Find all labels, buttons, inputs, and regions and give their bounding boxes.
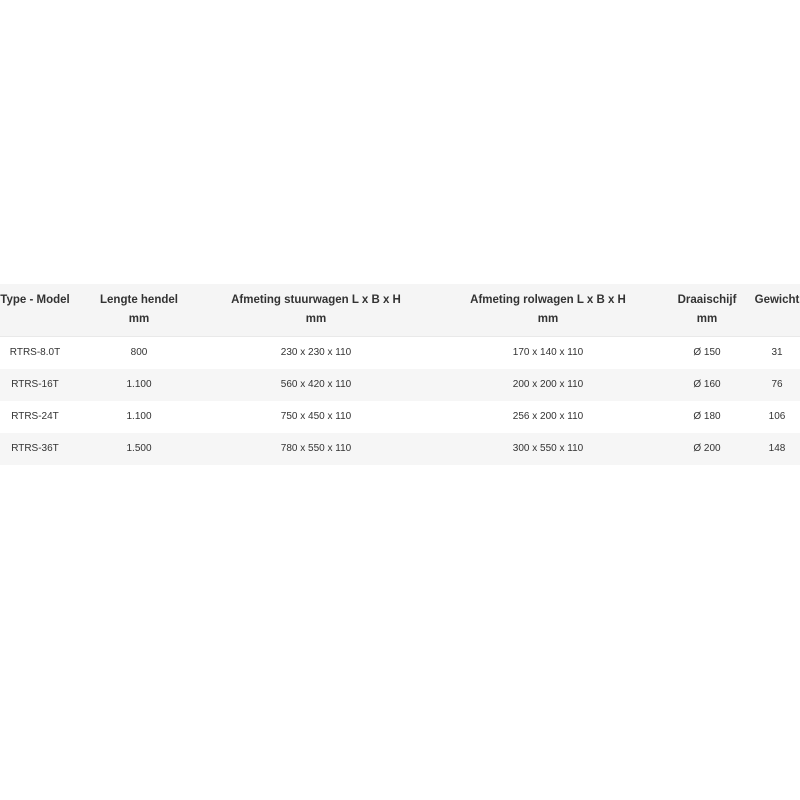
cell-afmeting-stuurwagen: 230 x 230 x 110 xyxy=(280,347,352,358)
cell-lengte-hendel: 1.500 xyxy=(126,443,152,454)
header-lengte-hendel: Lengte hendel mm xyxy=(76,284,202,336)
cell-afmeting-rolwagen: 170 x 140 x 110 xyxy=(512,347,584,358)
spec-table xyxy=(0,284,800,465)
cell-lengte-hendel: 1.100 xyxy=(126,379,152,390)
cell-type-model: RTRS-24T xyxy=(11,411,59,422)
table-row xyxy=(0,336,800,369)
header-type-model: Type - Model xyxy=(0,284,76,336)
table-row xyxy=(0,433,800,465)
cell-afmeting-rolwagen: 300 x 550 x 110 xyxy=(512,443,584,454)
cell-lengte-hendel: 800 xyxy=(130,347,148,358)
header-afmeting-stuurwagen: Afmeting stuurwagen L x B x H mm xyxy=(202,284,430,336)
cell-gewicht: 31 xyxy=(771,347,783,358)
cell-draaischijf: Ø 150 xyxy=(693,347,721,358)
table-header-row xyxy=(0,284,800,336)
header-gewicht: Gewicht xyxy=(748,284,800,336)
cell-type-model: RTRS-8.0T xyxy=(9,347,61,358)
cell-type-model: RTRS-36T xyxy=(11,443,59,454)
cell-draaischijf: Ø 160 xyxy=(693,379,721,390)
cell-draaischijf: Ø 200 xyxy=(693,443,721,454)
cell-gewicht: 106 xyxy=(768,411,786,422)
cell-afmeting-stuurwagen: 780 x 550 x 110 xyxy=(280,443,352,454)
cell-afmeting-stuurwagen: 750 x 450 x 110 xyxy=(280,411,352,422)
table-row xyxy=(0,401,800,433)
cell-gewicht: 76 xyxy=(771,379,783,390)
cell-afmeting-stuurwagen: 560 x 420 x 110 xyxy=(280,379,352,390)
header-afmeting-rolwagen: Afmeting rolwagen L x B x H mm xyxy=(430,284,666,336)
cell-afmeting-rolwagen: 200 x 200 x 110 xyxy=(512,379,584,390)
spec-table-container xyxy=(0,284,800,465)
table-row xyxy=(0,369,800,401)
cell-afmeting-rolwagen: 256 x 200 x 110 xyxy=(512,411,584,422)
cell-gewicht: 148 xyxy=(768,443,786,454)
header-draaischijf: Draaischijf mm xyxy=(666,284,748,336)
cell-lengte-hendel: 1.100 xyxy=(126,411,152,422)
cell-draaischijf: Ø 180 xyxy=(693,411,721,422)
cell-type-model: RTRS-16T xyxy=(11,379,59,390)
